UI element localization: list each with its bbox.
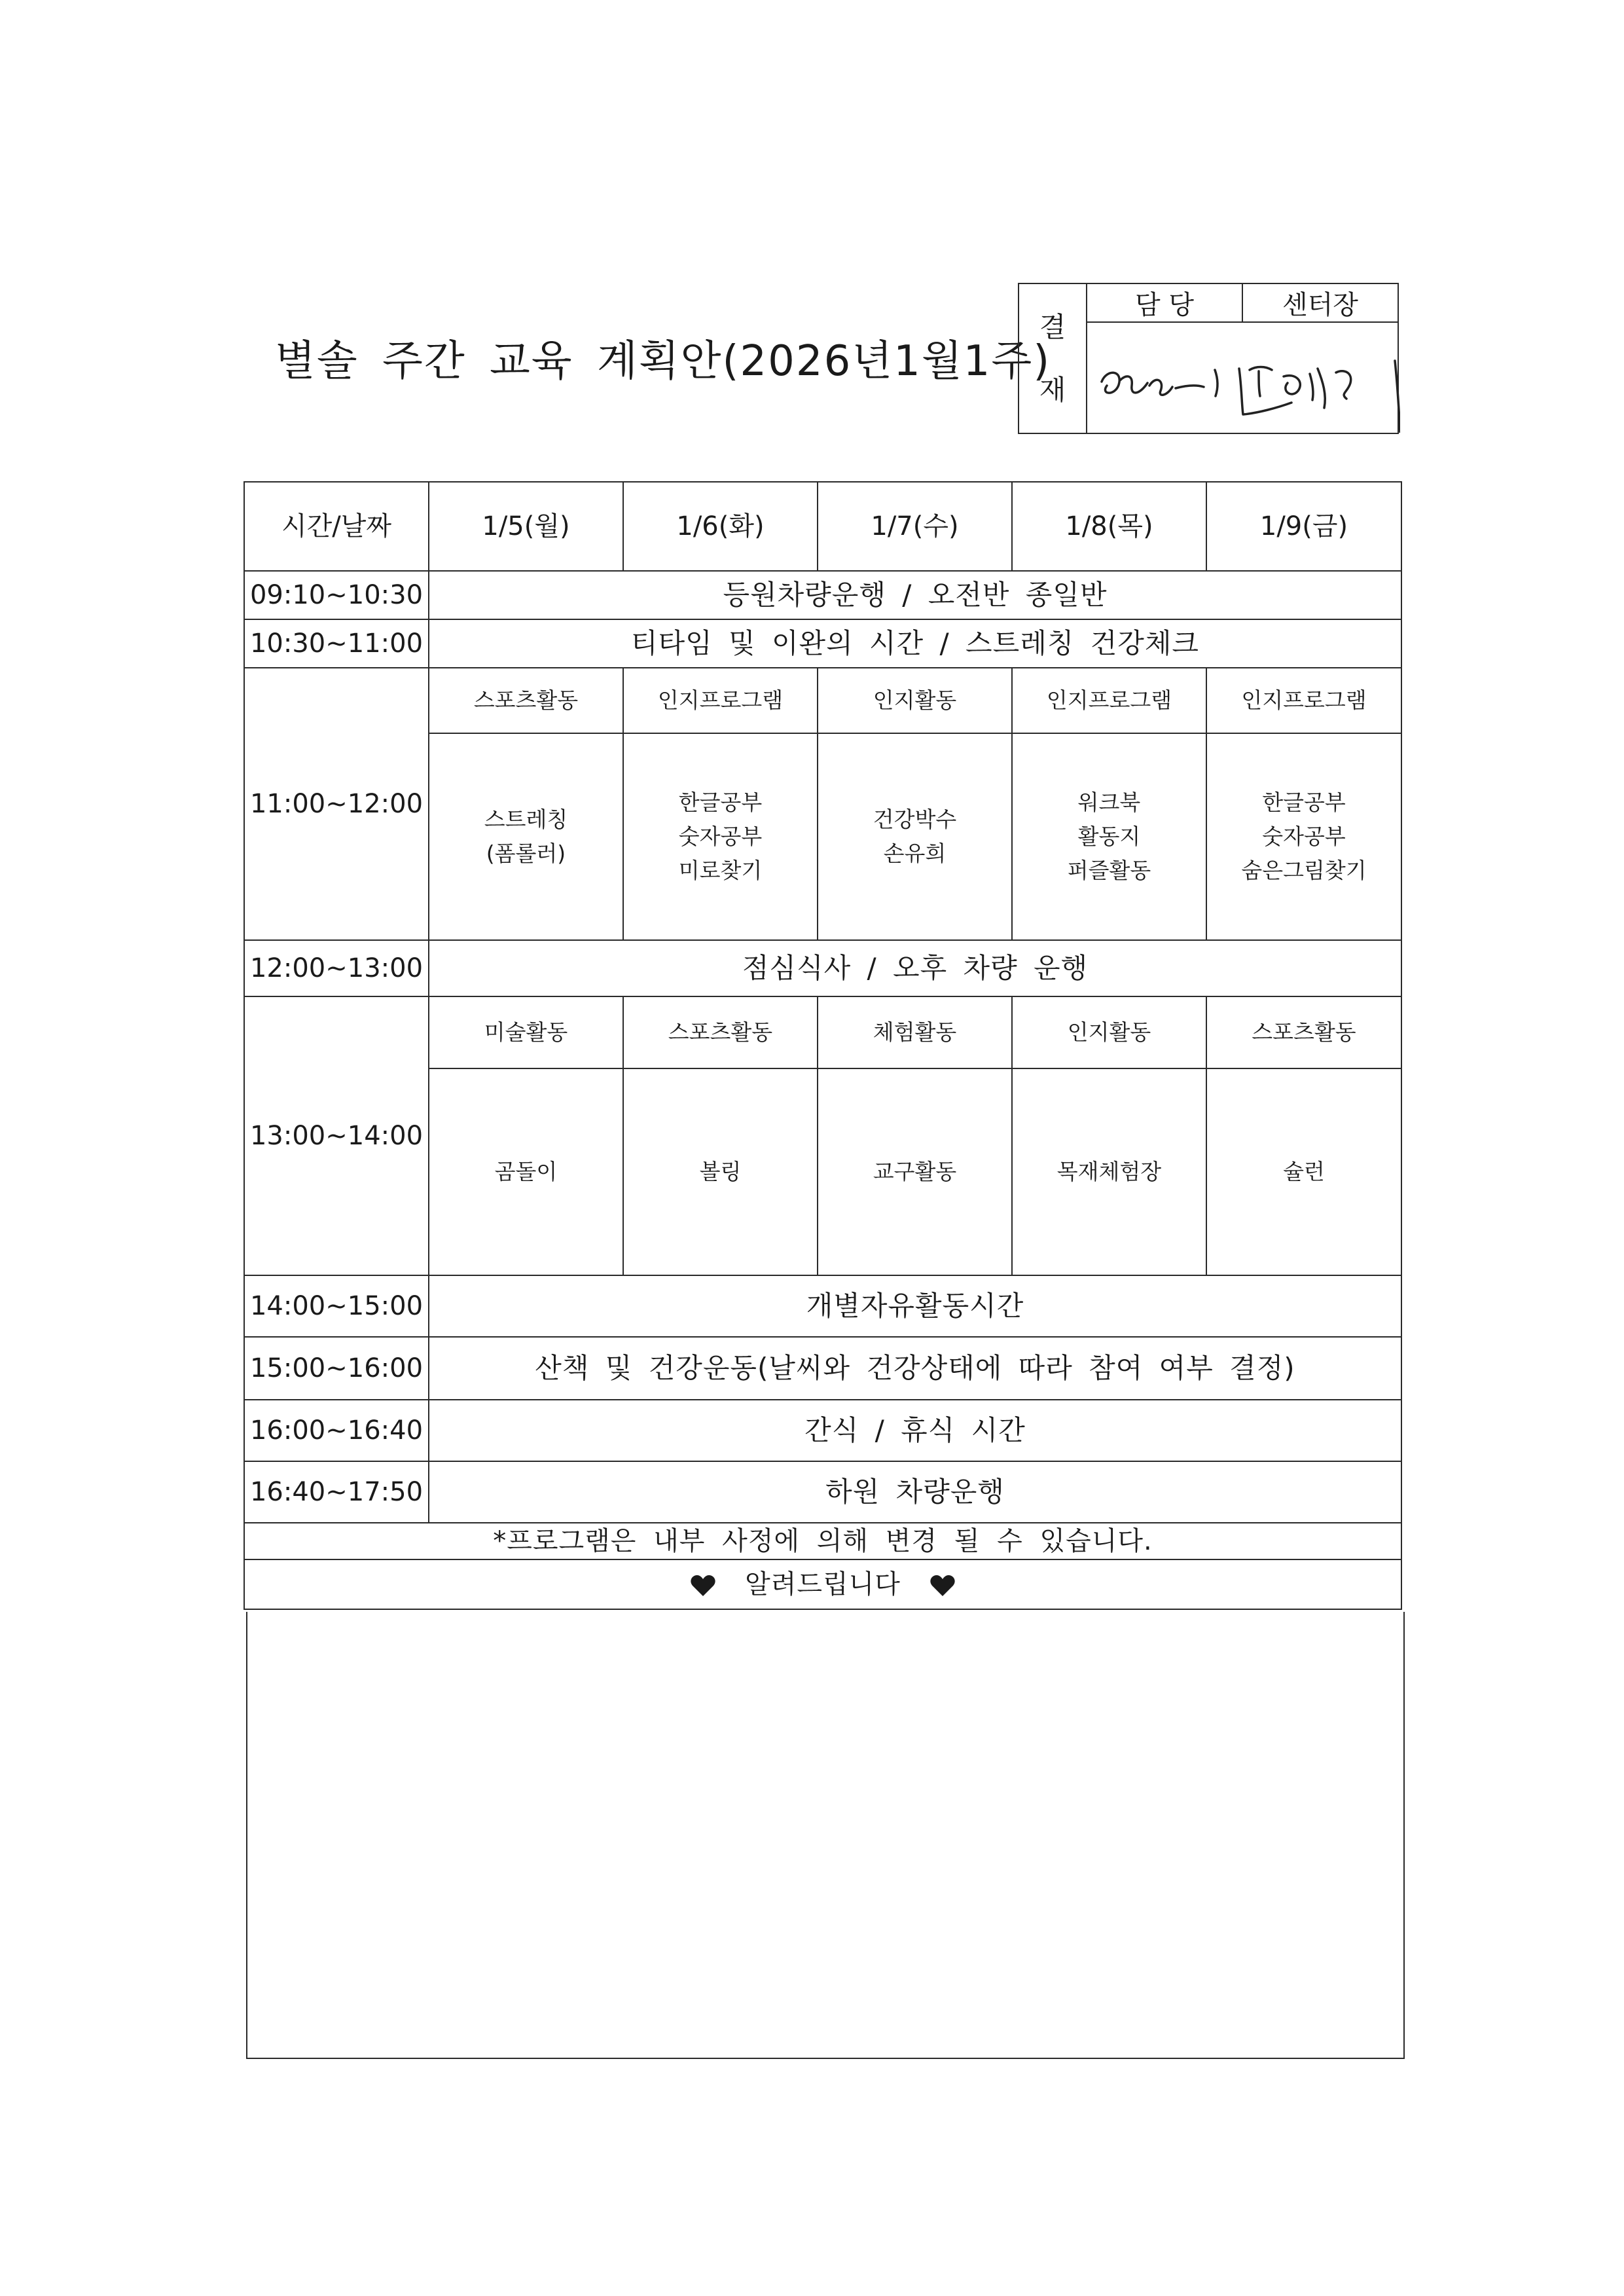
header-day-fri: 1/9(금) [1206,482,1401,571]
header-day-mon: 1/5(월) [429,482,623,571]
time-cell: 15:00~16:00 [244,1337,429,1400]
category-cell: 스포츠활동 [1206,996,1401,1068]
announce-row [244,1559,1401,1609]
row-1030 [244,619,1401,668]
time-cell: 14:00~15:00 [244,1275,429,1337]
header-day-tue: 1/6(화) [623,482,818,571]
signature-image [1087,323,1400,433]
row-1200 [244,940,1401,996]
approval-director-header: 센터장 [1242,283,1398,322]
weekly-schedule-table [244,481,1402,1610]
category-cell: 인지프로그램 [1206,668,1401,733]
header-time-date: 시간/날짜 [244,482,429,571]
activity-cell: 교구활동 [818,1068,1012,1275]
approval-label [1019,283,1087,433]
category-cell: 스포츠활동 [623,996,818,1068]
activity-span: 간식 / 휴식 시간 [429,1400,1401,1461]
activity-line: 건강박수 [873,807,957,832]
category-cell: 미술활동 [429,996,623,1068]
header-day-wed: 1/7(수) [818,482,1012,571]
time-cell: 09:10~10:30 [244,571,429,619]
activity-line: 퍼즐활동 [1067,858,1151,883]
activity-cell [623,733,818,940]
category-cell: 인지프로그램 [1012,668,1206,733]
approval-box [1018,283,1399,434]
activity-line: 미로찾기 [678,858,763,883]
time-cell: 10:30~11:00 [244,619,429,668]
activity-cell: 목재체험장 [1012,1068,1206,1275]
category-cell: 인지활동 [818,668,1012,733]
announce-cell [244,1559,1401,1609]
activity-span: 산책 및 건강운동(날씨와 건강상태에 따라 참여 여부 결정) [429,1337,1401,1400]
activity-line: 스트레칭 [484,807,568,832]
activity-line: 한글공부 [1262,790,1346,815]
activity-cell: 슐런 [1206,1068,1401,1275]
heart-icon [690,1574,716,1597]
activity-cell [818,733,1012,940]
row-1100-categories [244,668,1401,733]
activity-span: 등원차량운행 / 오전반 종일반 [429,571,1401,619]
heart-icon [929,1574,956,1597]
time-cell: 11:00~12:00 [244,668,429,940]
activity-span: 하원 차량운행 [429,1461,1401,1523]
row-1300-categories [244,996,1401,1068]
activity-line: 숫자공부 [1262,824,1346,849]
activity-cell [1012,733,1206,940]
activity-cell [429,733,623,940]
row-1600 [244,1400,1401,1461]
header-day-thu: 1/8(목) [1012,482,1206,571]
announcement-body-area [246,1612,1405,2059]
category-cell: 체험활동 [818,996,1012,1068]
notice-row [244,1523,1401,1559]
announce-text: 알려드립니다 [745,1569,901,1599]
activity-span: 티타임 및 이완의 시간 / 스트레칭 건강체크 [429,619,1401,668]
activity-line: 한글공부 [678,790,763,815]
row-0910 [244,571,1401,619]
approval-label-top: 결 [1039,310,1066,343]
time-cell: 16:00~16:40 [244,1400,429,1461]
activity-span: 점심식사 / 오후 차량 운행 [429,940,1401,996]
document-title: 별솔 주간 교육 계획안(2026년1월1주) [275,337,1051,386]
category-cell: 인지프로그램 [623,668,818,733]
approval-staff-header: 담 당 [1087,283,1242,322]
time-cell: 16:40~17:50 [244,1461,429,1523]
activity-line: 숨은그림찾기 [1241,858,1367,883]
activity-line: 손유희 [883,841,947,866]
time-cell: 12:00~13:00 [244,940,429,996]
activity-span: 개별자유활동시간 [429,1275,1401,1337]
category-cell: 스포츠활동 [429,668,623,733]
activity-line: 활동지 [1077,824,1141,849]
signature-area [1087,322,1398,433]
row-1400 [244,1275,1401,1337]
row-1640 [244,1461,1401,1523]
approval-label-bottom: 재 [1039,373,1066,406]
activity-line: 숫자공부 [678,824,763,849]
activity-line: 워크북 [1077,790,1141,815]
notice-text: *프로그램은 내부 사정에 의해 변경 될 수 있습니다. [244,1523,1401,1559]
header-row [244,482,1401,571]
activity-cell [1206,733,1401,940]
activity-cell: 볼링 [623,1068,818,1275]
row-1500 [244,1337,1401,1400]
time-cell: 13:00~14:00 [244,996,429,1275]
activity-cell: 곰돌이 [429,1068,623,1275]
category-cell: 인지활동 [1012,996,1206,1068]
activity-line: (폼롤러) [486,841,566,866]
